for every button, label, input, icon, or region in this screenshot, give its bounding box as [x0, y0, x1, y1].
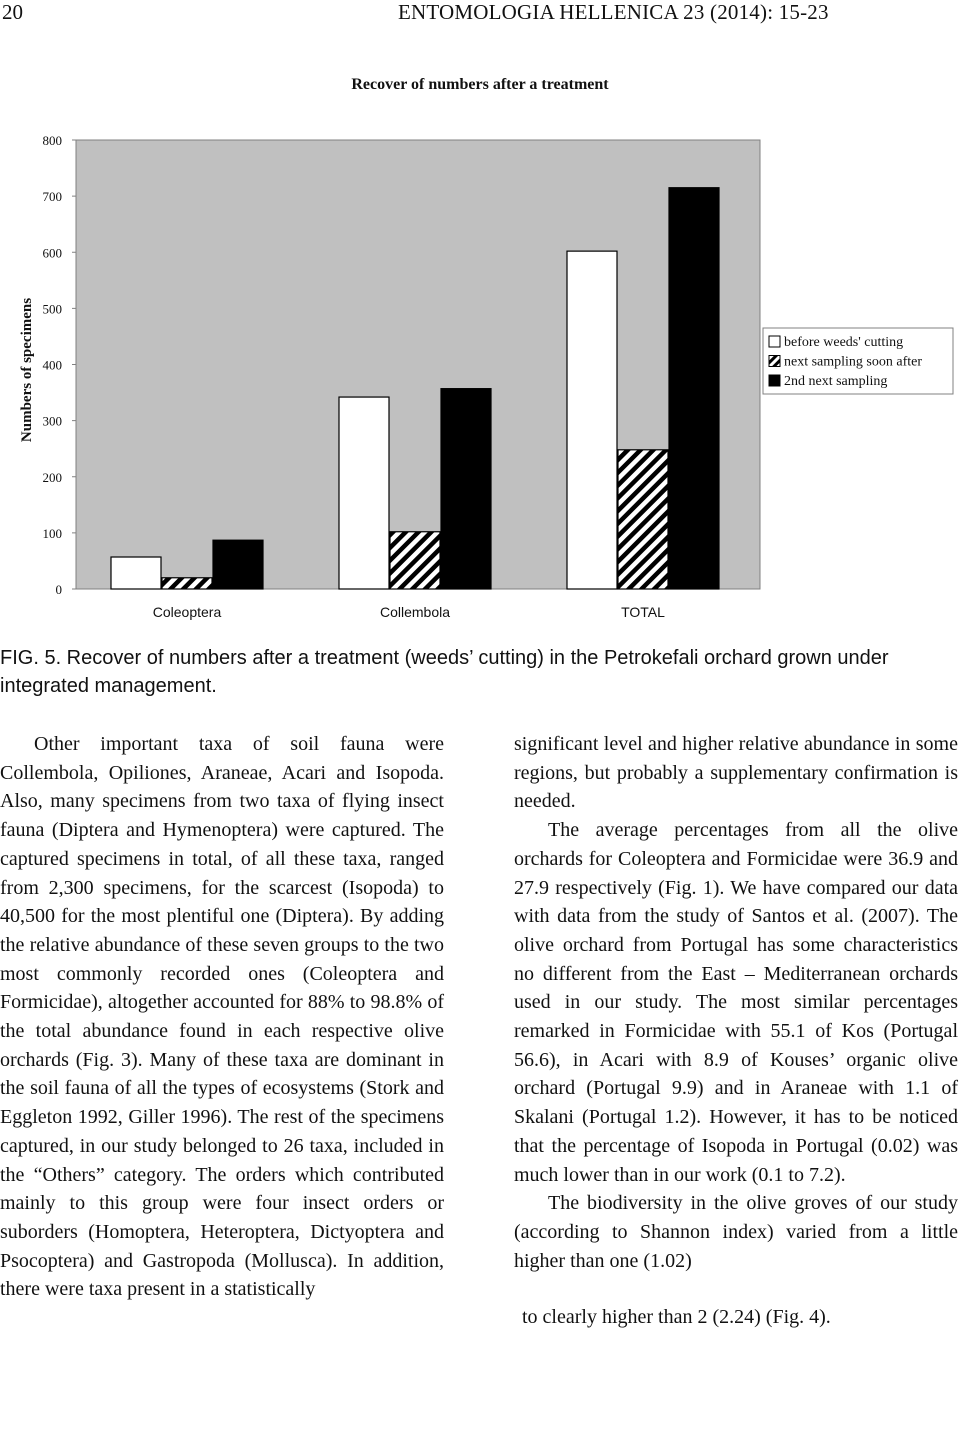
- bar-collembola-2: [390, 532, 440, 589]
- left-paragraph-1: Other important taxa of soil fauna were Collembola, Opiliones, Araneae, Acari and Isopoda. Also, many specimens from two taxa of flying insect fauna (Diptera and Hymenoptera) were captured. The captured specimens in total, of all these taxa, ranged from 2,300 specimens, for the scarcest (Isopoda) to 40,500 for the most plentiful one (Diptera). By adding the relative abundance of these seven groups to the two most commonly recorded ones (Coleoptera and Formicidae), altogether accounted for 88% to 98.8% of the total abundance found in each respective olive orchards (Fig. 3). Many of these taxa are dominant in the soil fauna of all the types of ecosystems (Stork and Eggleton 1992, Giller 1996). The rest of the specimens captured, in our study belonged to 26 taxa, included in the “Others” category. The orders which contributed mainly to this group were four insect orders or suborders (Homoptera, Heteroptera, Dictyoptera and Psocoptera) and Gastropoda (Mollusca). In addition, there were taxa present in a statistically: [0, 733, 444, 1301]
- right-column: [514, 730, 958, 1332]
- bar-collembola-1: [339, 397, 389, 589]
- legend-swatch-2: [769, 356, 780, 367]
- right-paragraph-1: significant level and higher relative abundance in some regions, but probably a supplementary confirmation is needed.: [514, 733, 958, 813]
- x-tick-label: Collembola: [379, 604, 451, 620]
- chart-legend: [763, 328, 953, 394]
- y-tick-label: 0: [55, 582, 62, 597]
- legend-swatch-3: [769, 375, 780, 386]
- y-tick-label: 700: [42, 189, 62, 205]
- journal-header: ENTOMOLOGIA HELLENICA 23 (2014): 15-23: [398, 0, 829, 24]
- legend-label-2: next sampling soon after: [784, 354, 923, 370]
- y-tick-label: 500: [42, 301, 62, 317]
- page-number: 20: [2, 0, 23, 24]
- right-paragraph-2: The average percentages from all the olive orchards for Coleoptera and Formicidae were 36.9 and 27.9 respectively (Fig. 1). We have compared our data with data from the study of Santos et al. (2007). The olive orchard from Portugal has some characteristics no different from the East – Mediterranean orchards used in our study. The most similar percentages remarked in Formicidae with 55.1 of Kos (Portugal 56.6), in Acari with 8.9 of Kouses’ organic olive orchard (Portugal 9.9) and in Araneae with 1.1 of Skalani (Portugal 1.2). However, it has to be noticed that the percentage of Isopoda in Portugal (0.02) was much lower than in our work (0.1 to 7.2).: [514, 819, 958, 1186]
- y-tick-label: 600: [42, 245, 62, 261]
- y-tick-label: 400: [42, 357, 62, 373]
- figure-caption: FIG. 5. Recover of numbers after a treatment (weeds’ cutting) in the Petrokefali orchard grown under integrated management.: [0, 647, 889, 697]
- y-tick-label: 200: [42, 469, 62, 485]
- chart-title: Recover of numbers after a treatment: [351, 76, 609, 93]
- left-column: [0, 730, 444, 1304]
- bar-collembola-3: [441, 389, 491, 589]
- right-paragraph-4: to clearly higher than 2 (2.24) (Fig. 4).: [522, 1306, 831, 1329]
- x-tick-label: Coleoptera: [152, 604, 222, 620]
- right-paragraph-3: The biodiversity in the olive groves of our study (according to Shannon index) varied from a little higher than one (1.02): [514, 1192, 958, 1272]
- bar-coleoptera-3: [213, 540, 263, 589]
- legend-label-1: before weeds' cutting: [784, 335, 904, 350]
- y-tick-label: 300: [42, 413, 62, 429]
- y-tick-label: 100: [42, 525, 62, 541]
- bar-coleoptera-1: [111, 557, 161, 589]
- bar-coleoptera-2: [162, 578, 212, 589]
- bar-chart: [0, 120, 960, 630]
- legend-swatch-1: [769, 336, 780, 347]
- bar-total-1: [567, 251, 617, 589]
- y-tick-label: 800: [42, 133, 62, 148]
- bar-total-2: [618, 450, 668, 589]
- x-tick-label: TOTAL: [621, 604, 665, 620]
- bar-total-3: [669, 188, 719, 589]
- legend-label-3: 2nd next sampling: [784, 374, 888, 389]
- y-axis-label: Numbers of specimens: [19, 297, 35, 443]
